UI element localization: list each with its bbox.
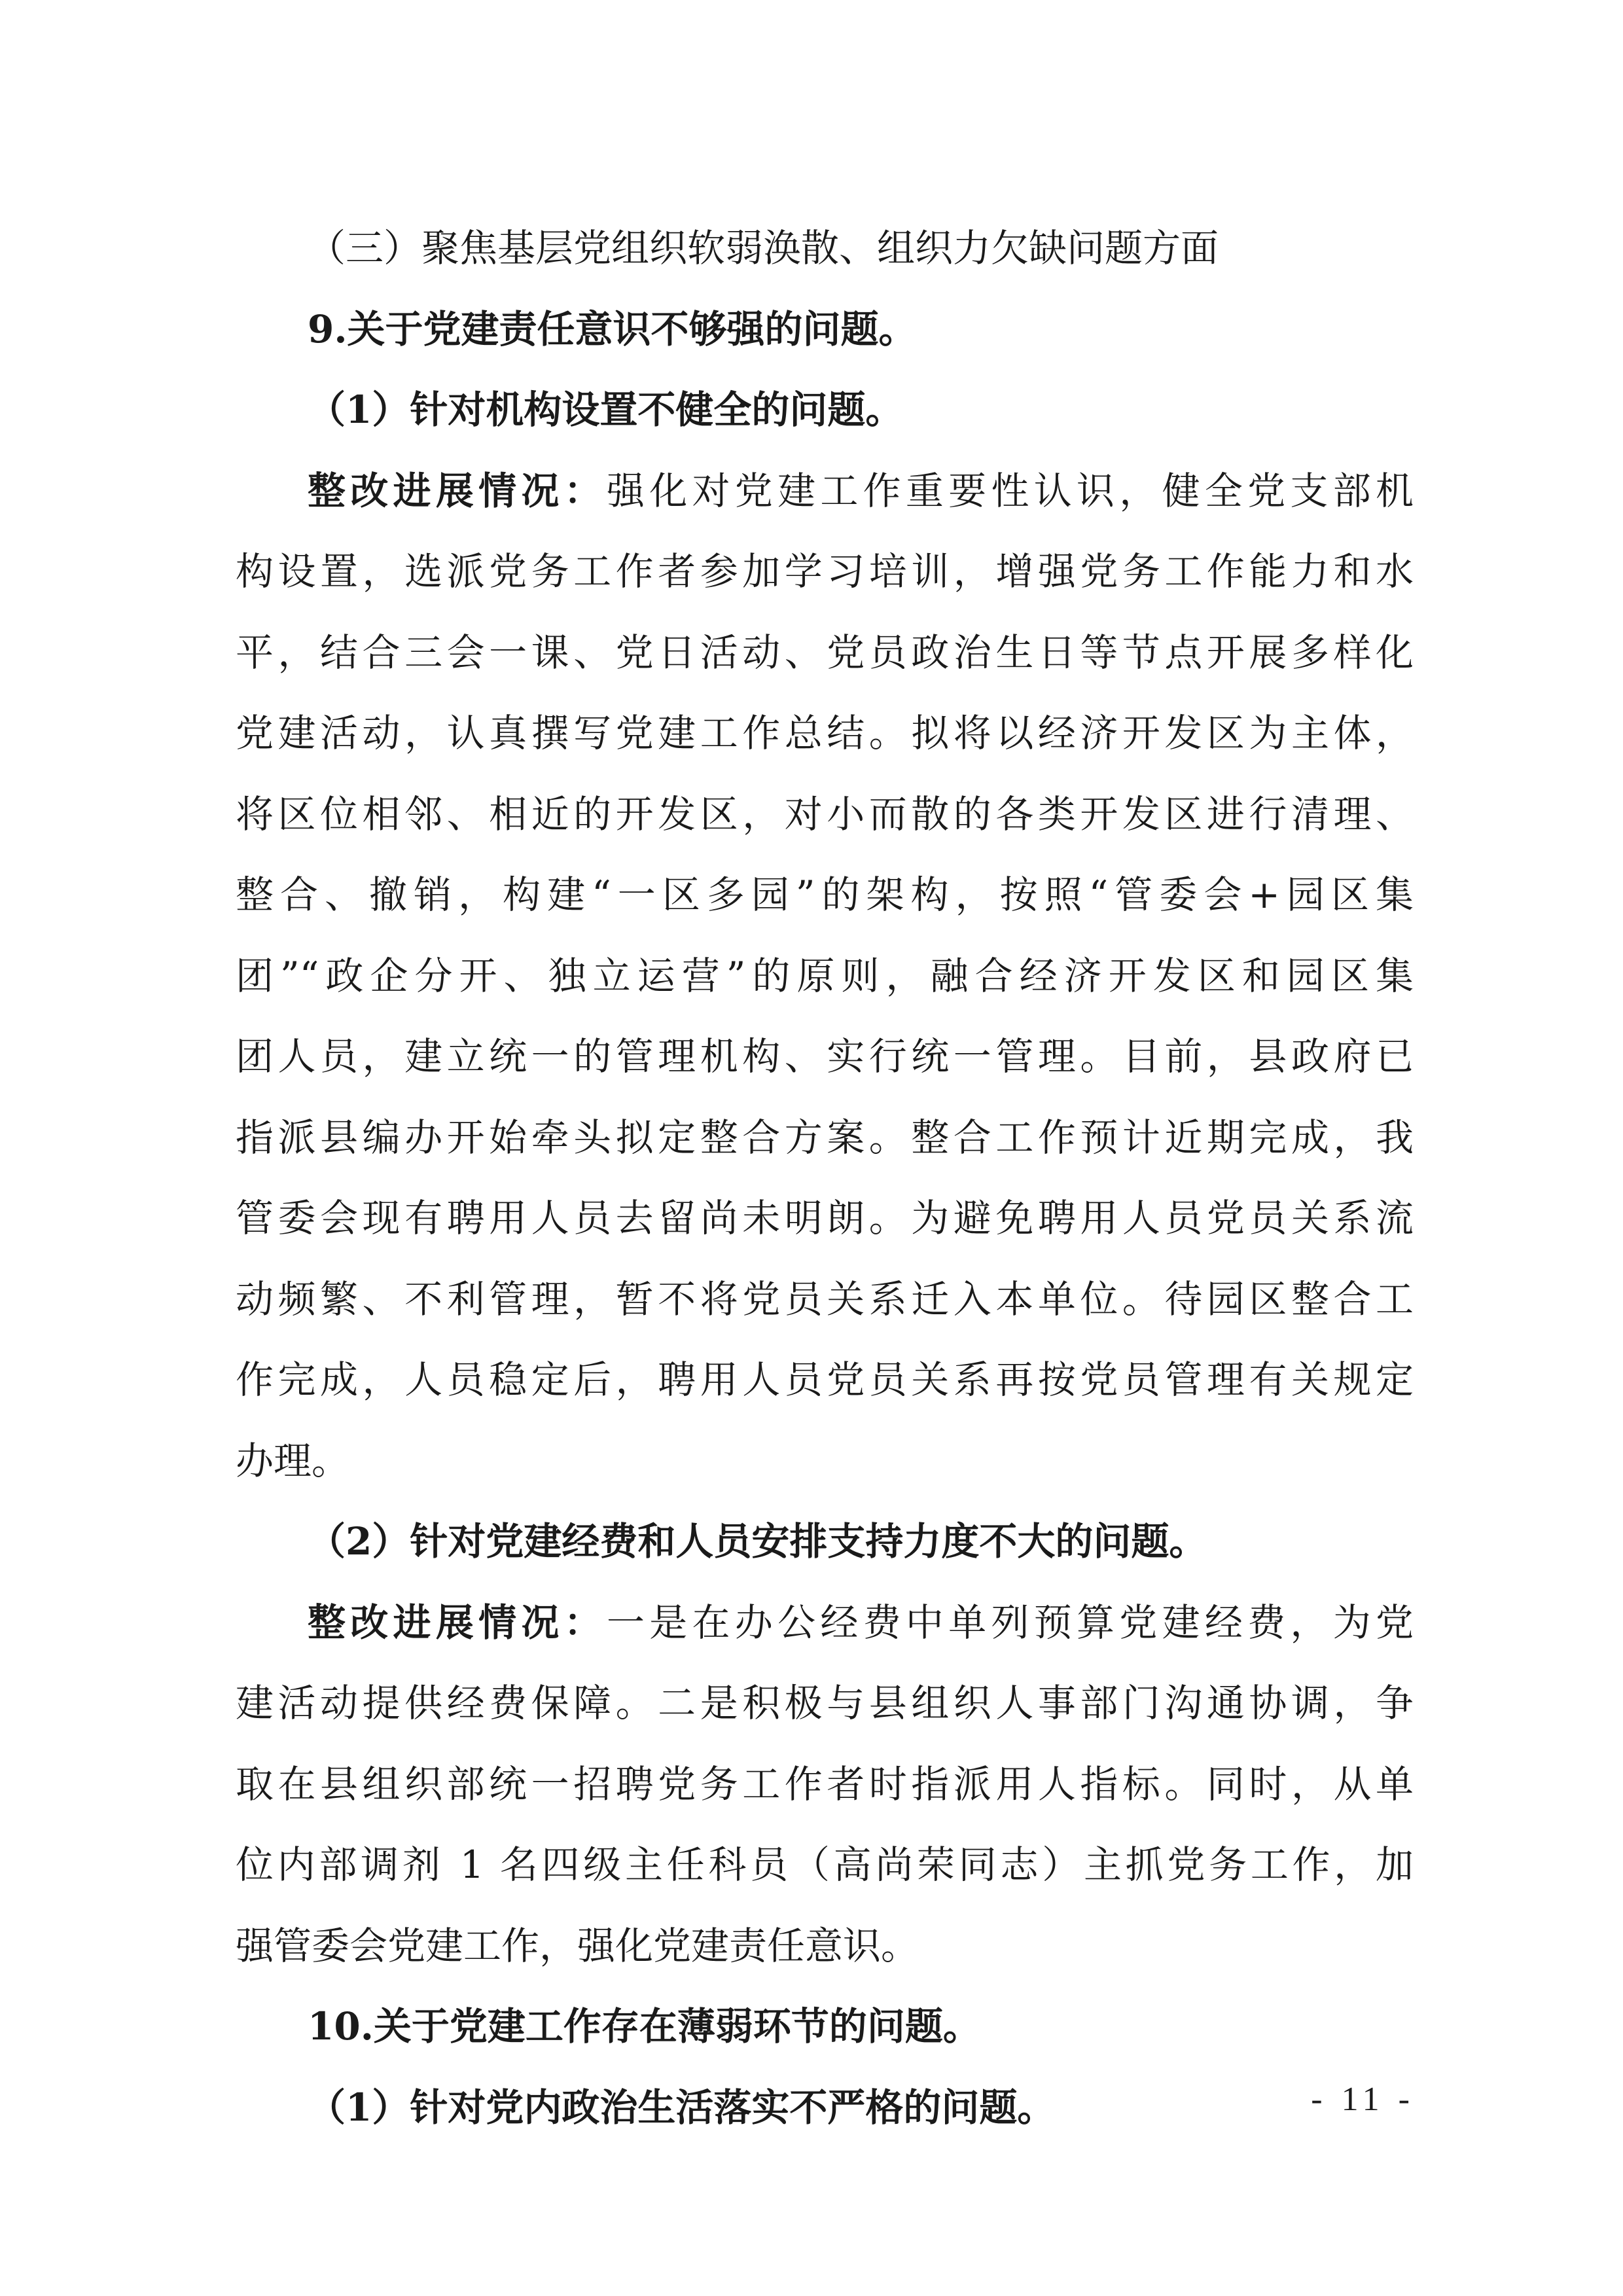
paragraph-line: 动频繁、不利管理，暂不将党员关系迁入本单位。待园区整合工 (236, 1276, 1414, 1321)
paragraph-text: 强化对党建工作重要性认识，健全党支部机 (606, 468, 1414, 513)
paragraph-line: 位内部调剂 1 名四级主任科员（高尚荣同志）主抓党务工作，加 (236, 1842, 1414, 1887)
item-9-sub-2-title: （2）针对党建经费和人员安排支持力度不大的问题。 (308, 1519, 1207, 1564)
item-9-sub-2-line-1 (236, 1583, 1414, 1664)
item-9-sub-1-line-1 (236, 451, 1414, 532)
progress-label: 整改进展情况： (308, 1600, 607, 1645)
document-body (236, 208, 1414, 2148)
paragraph-line: 平，结合三会一课、党日活动、党员政治生日等节点开展多样化 (236, 630, 1414, 675)
section-heading: （三）聚焦基层党组织软弱涣散、组织力欠缺问题方面 (308, 226, 1219, 270)
item-9-title: 9.关于党建责任意识不够强的问题。 (308, 306, 917, 351)
paragraph-line: 将区位相邻、相近的开发区，对小而散的各类开发区进行清理、 (236, 791, 1414, 836)
paragraph-line: 构设置，选派党务工作者参加学习培训，增强党务工作能力和水 (236, 549, 1414, 594)
paragraph-line: 作完成，人员稳定后，聘用人员党员关系再按党员管理有关规定 (236, 1357, 1414, 1402)
paragraph-line: 取在县组织部统一招聘党务工作者时指派用人指标。同时，从单 (236, 1761, 1414, 1806)
paragraph-line: 强管委会党建工作，强化党建责任意识。 (236, 1923, 919, 1968)
paragraph-line: 整合、撤销，构建“一区多园”的架构，按照“管委会+园区集 (236, 872, 1414, 917)
paragraph-text: 一是在办公经费中单列预算党建经费，为党 (606, 1600, 1414, 1645)
paragraph-line: 团”“政企分开、独立运营”的原则，融合经济开发区和园区集 (236, 953, 1414, 998)
paragraph-line: 指派县编办开始牵头拟定整合方案。整合工作预计近期完成，我 (236, 1115, 1414, 1160)
progress-label: 整改进展情况： (308, 468, 607, 513)
paragraph-line: 办理。 (236, 1438, 350, 1483)
paragraph-line: 管委会现有聘用人员去留尚未明朗。为避免聘用人员党员关系流 (236, 1196, 1414, 1240)
item-10-sub-1-title: （1）针对党内政治生活落实不严格的问题。 (308, 2085, 1056, 2130)
paragraph-line: 建活动提供经费保障。二是积极与县组织人事部门沟通协调，争 (236, 1681, 1414, 1725)
item-10-title: 10.关于党建工作存在薄弱环节的问题。 (308, 2004, 981, 2049)
paragraph-line: 党建活动，认真撰写党建工作总结。拟将以经济开发区为主体， (236, 711, 1414, 755)
page-number: - 11 - (1311, 2081, 1415, 2118)
paragraph-line: 团人员，建立统一的管理机构、实行统一管理。目前，县政府已 (236, 1034, 1414, 1079)
item-9-sub-1-title: （1）针对机构设置不健全的问题。 (308, 387, 904, 432)
